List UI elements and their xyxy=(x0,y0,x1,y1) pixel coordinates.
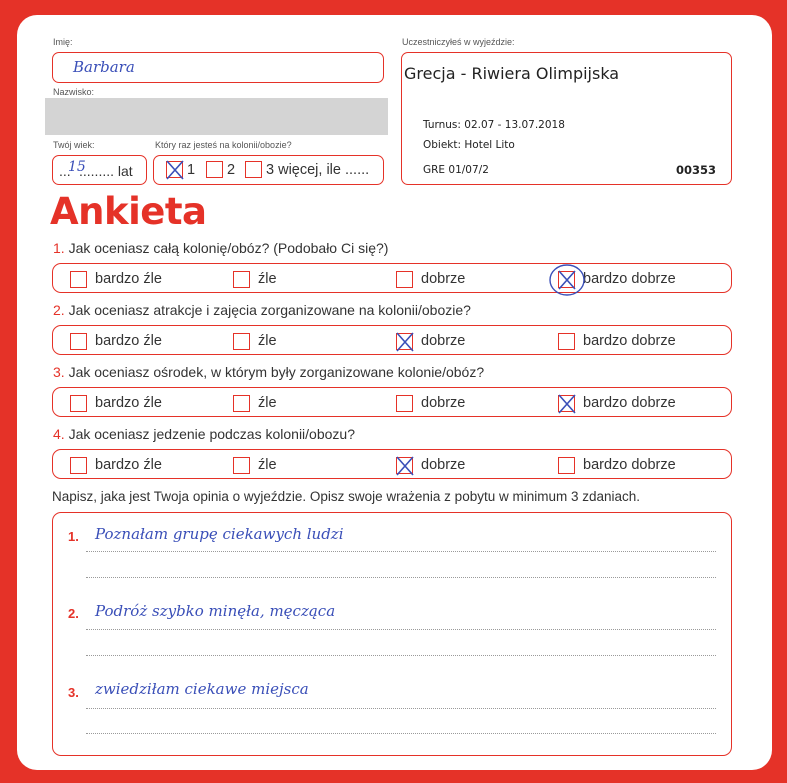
rating-row-1 xyxy=(52,263,732,293)
check-x-icon xyxy=(395,455,415,477)
checkbox[interactable] xyxy=(70,333,87,350)
option-label: źle xyxy=(258,457,277,473)
writing-line xyxy=(86,629,716,630)
checkbox[interactable] xyxy=(396,271,413,288)
option-bardzo-dobrze[interactable] xyxy=(558,331,676,351)
option-label: źle xyxy=(258,395,277,411)
option-label: bardzo dobrze xyxy=(583,457,676,473)
checkbox[interactable] xyxy=(70,395,87,412)
option-dobrze[interactable] xyxy=(396,393,465,413)
checkbox[interactable] xyxy=(233,457,250,474)
option-label: bardzo źle xyxy=(95,457,162,473)
name-value: Barbara xyxy=(73,58,135,76)
times-label: Który raz jesteś na kolonii/obozie? xyxy=(155,140,292,150)
age-field[interactable] xyxy=(52,155,147,185)
surname-redacted xyxy=(45,98,388,135)
checkbox[interactable] xyxy=(396,395,413,412)
check-x-icon xyxy=(395,331,415,353)
answers-box[interactable] xyxy=(52,512,732,756)
check-x-icon xyxy=(557,269,577,291)
age-label: Twój wiek: xyxy=(53,140,95,150)
question-text: Jak oceniasz jedzenie podczas kolonii/obozu? xyxy=(68,426,355,442)
writing-line xyxy=(86,551,716,552)
option-label: bardzo dobrze xyxy=(583,333,676,349)
rating-row-2 xyxy=(52,325,732,355)
option-bardzo-dobrze[interactable] xyxy=(558,393,676,413)
age-suffix: ......... lat xyxy=(79,163,133,179)
writing-line xyxy=(86,733,716,734)
name-field[interactable] xyxy=(52,52,384,83)
question-number: 2. xyxy=(53,302,65,318)
question-text: Jak oceniasz całą kolonię/obóz? (Podobało Ci się?) xyxy=(68,240,389,256)
circle-mark xyxy=(550,265,584,295)
question-text: Jak oceniasz atrakcje i zajęcia zorganizowane na kolonii/obozie? xyxy=(68,302,471,318)
question-number: 1. xyxy=(53,240,65,256)
option-label: dobrze xyxy=(421,457,466,473)
option-label: dobrze xyxy=(421,333,466,349)
answer-2-number: 2. xyxy=(68,606,79,621)
times-checkbox-2[interactable] xyxy=(206,161,223,178)
option-zle[interactable] xyxy=(233,269,277,289)
checkbox[interactable] xyxy=(558,457,575,474)
writing-line xyxy=(86,577,716,578)
answer-1-text: Poznałam grupę ciekawych ludzi xyxy=(95,525,344,543)
option-dobrze[interactable] xyxy=(396,331,465,351)
times-option-3[interactable] xyxy=(245,161,369,178)
check-x-icon xyxy=(557,393,577,415)
question-1 xyxy=(53,240,388,256)
option-bardzo-zle[interactable] xyxy=(70,455,162,475)
times-option-2-label: 2 xyxy=(227,161,236,178)
option-label: bardzo źle xyxy=(95,333,162,349)
writing-line xyxy=(86,708,716,709)
rating-row-4 xyxy=(52,449,732,479)
question-2 xyxy=(53,302,471,318)
page-title: Ankieta xyxy=(50,190,207,233)
option-label: bardzo dobrze xyxy=(583,395,676,411)
option-bardzo-zle[interactable] xyxy=(70,331,162,351)
option-zle[interactable] xyxy=(233,393,277,413)
option-bardzo-dobrze[interactable] xyxy=(558,269,676,289)
option-label: źle xyxy=(258,271,277,287)
option-label: bardzo źle xyxy=(95,271,162,287)
times-field xyxy=(153,155,384,185)
answer-3-number: 3. xyxy=(68,685,79,700)
age-value: 15 xyxy=(68,159,86,175)
times-option-1[interactable] xyxy=(166,161,195,178)
checkbox[interactable] xyxy=(558,271,575,288)
question-3 xyxy=(53,364,484,380)
option-bardzo-zle[interactable] xyxy=(70,393,162,413)
times-checkbox-1[interactable] xyxy=(166,161,183,178)
question-text: Jak oceniasz ośrodek, w którym były zorganizowane kolonie/obóz? xyxy=(68,364,485,380)
surname-label: Nazwisko: xyxy=(53,87,95,97)
option-zle[interactable] xyxy=(233,455,277,475)
checkbox[interactable] xyxy=(396,457,413,474)
trip-title: Grecja - Riwiera Olimpijska xyxy=(404,64,620,83)
checkbox[interactable] xyxy=(233,271,250,288)
rating-row-3 xyxy=(52,387,732,417)
option-label: źle xyxy=(258,333,277,349)
check-x-icon xyxy=(165,159,185,181)
trip-turnus: Turnus: 02.07 - 13.07.2018 xyxy=(423,119,565,131)
times-option-1-label: 1 xyxy=(187,161,196,178)
times-option-2[interactable] xyxy=(206,161,235,178)
checkbox[interactable] xyxy=(233,395,250,412)
option-bardzo-zle[interactable] xyxy=(70,269,162,289)
question-number: 3. xyxy=(53,364,65,380)
checkbox[interactable] xyxy=(558,395,575,412)
option-label: dobrze xyxy=(421,395,466,411)
times-checkbox-3[interactable] xyxy=(245,161,262,178)
checkbox[interactable] xyxy=(396,333,413,350)
answer-2-text: Podróż szybko minęła, męcząca xyxy=(95,602,336,620)
question-number: 4. xyxy=(53,426,65,442)
checkbox[interactable] xyxy=(70,271,87,288)
option-label: dobrze xyxy=(421,271,466,287)
answer-1-number: 1. xyxy=(68,529,79,544)
option-dobrze[interactable] xyxy=(396,269,465,289)
writing-line xyxy=(86,655,716,656)
opinion-prompt: Napisz, jaka jest Twoja opinia o wyjeździe. Opisz swoje wrażenia z pobytu w minimum 3 zdaniach. xyxy=(52,489,641,504)
option-label: bardzo źle xyxy=(95,395,162,411)
question-4 xyxy=(53,426,355,442)
times-option-3-label: 3 więcej, ile ...... xyxy=(266,161,370,178)
trip-label: Uczestniczyłeś w wyjeździe: xyxy=(402,37,515,47)
checkbox[interactable] xyxy=(233,333,250,350)
option-label: bardzo dobrze xyxy=(583,271,676,287)
trip-number: 00353 xyxy=(676,163,717,177)
name-label: Imię: xyxy=(53,37,73,47)
option-bardzo-dobrze[interactable] xyxy=(558,455,676,475)
checkbox[interactable] xyxy=(70,457,87,474)
option-dobrze[interactable] xyxy=(396,455,465,475)
trip-code: GRE 01/07/2 xyxy=(423,164,489,176)
checkbox[interactable] xyxy=(558,333,575,350)
option-zle[interactable] xyxy=(233,331,277,351)
trip-obiekt: Obiekt: Hotel Lito xyxy=(423,139,515,151)
age-prefix: ... xyxy=(59,163,71,179)
answer-3-text: zwiedziłam ciekawe miejsca xyxy=(95,680,309,698)
